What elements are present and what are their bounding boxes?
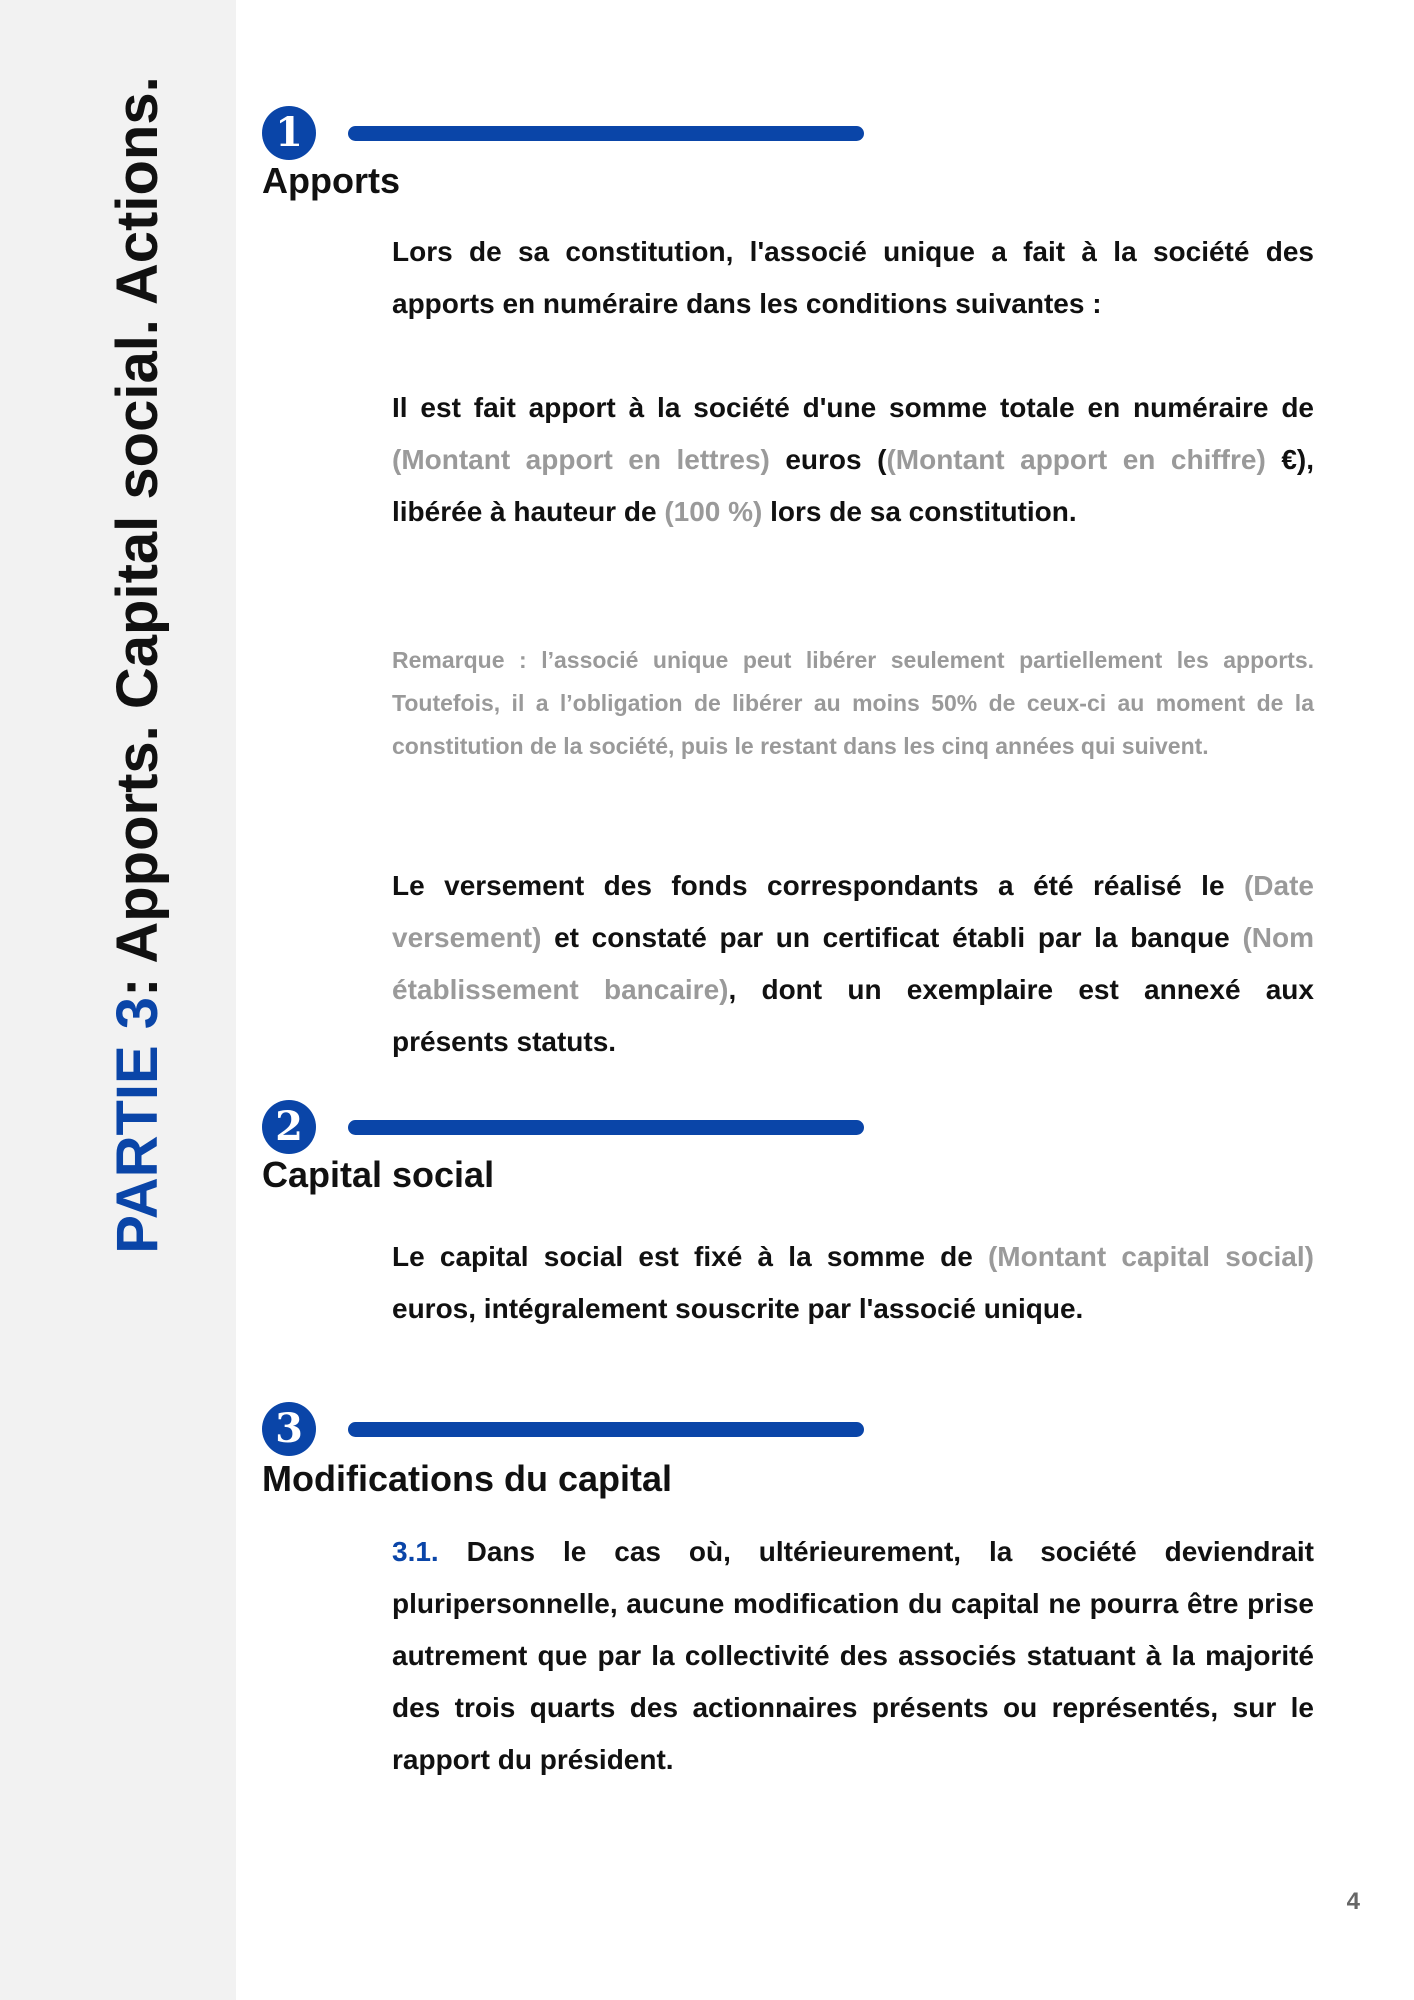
- text: euros, intégralement souscrite par l'associé unique.: [392, 1293, 1084, 1324]
- paragraph-apports-intro: Lors de sa constitution, l'associé unique a fait à la société des apports en numéraire dans les conditions suivantes :: [392, 236, 1314, 319]
- section-rule: [348, 126, 864, 141]
- section-2-header: [262, 1100, 862, 1150]
- paragraph-apports-montant: [392, 382, 1314, 538]
- placeholder-date-versement: (Date versement): [392, 870, 1314, 953]
- text: euros (: [769, 444, 887, 475]
- text: Dans le cas où, ultérieurement, la société deviendrait pluripersonnelle, aucune modification du capital ne pourra être prise autrement que par la collectivité des associés statuant à la majorité des trois quarts des actionnaires présents ou représentés, sur le rapport du président.: [392, 1536, 1314, 1775]
- text: , dont un exemplaire est annexé aux présents statuts.: [392, 974, 1314, 1057]
- text: Le capital social est fixé à la somme de: [392, 1241, 988, 1272]
- text: Il est fait apport à la société d'une somme totale en numéraire de: [392, 392, 1314, 423]
- section-title-capital-social: Capital social: [262, 1154, 495, 1195]
- section-rule: [348, 1120, 864, 1135]
- part-label: PARTIE 3: [104, 996, 170, 1254]
- sidebar: [0, 0, 236, 2000]
- paragraph-versement: [392, 860, 1314, 1068]
- text: €), libérée à hauteur de: [392, 444, 1314, 527]
- part-subtitle: : Apports. Capital social. Actions.: [104, 76, 170, 997]
- text: Le versement des fonds correspondants a été réalisé le: [392, 870, 1244, 901]
- section-1-header: [262, 106, 862, 156]
- clause-number: 3.1.: [392, 1536, 439, 1567]
- text: et constaté par un certificat établi par la banque: [541, 922, 1243, 953]
- paragraph-modification-3-1: [392, 1526, 1314, 1786]
- section-3-header: [262, 1402, 862, 1452]
- number-badge-2: 2: [262, 1100, 316, 1154]
- text: lors de sa constitution.: [762, 496, 1077, 527]
- vertical-part-title: [92, 76, 182, 1254]
- placeholder-montant-capital: (Montant capital social): [987, 1241, 1314, 1272]
- placeholder-etablissement-bancaire: (Nom établissement bancaire): [392, 922, 1314, 1005]
- note-remarque: Remarque : l’associé unique peut libérer seulement partiellement les apports. Toutefois, il a l’obligation de libérer au moins 50% de ceux-ci au moment de la constitution de la société, puis le restant dans les cinq années qui suivent.: [392, 647, 1314, 759]
- paragraph-capital-social: [392, 1231, 1314, 1335]
- number-badge-3: 3: [262, 1402, 316, 1456]
- page-number: 4: [1346, 1888, 1360, 1915]
- number-badge-1: 1: [262, 106, 316, 160]
- section-title-apports: Apports: [262, 160, 400, 201]
- placeholder-pourcentage: (100 %): [664, 496, 763, 527]
- section-rule: [348, 1422, 864, 1437]
- placeholder-montant-lettres: (Montant apport en lettres): [392, 444, 770, 475]
- section-title-modifications: Modifications du capital: [262, 1458, 673, 1499]
- placeholder-montant-chiffre: (Montant apport en chiffre): [886, 444, 1266, 475]
